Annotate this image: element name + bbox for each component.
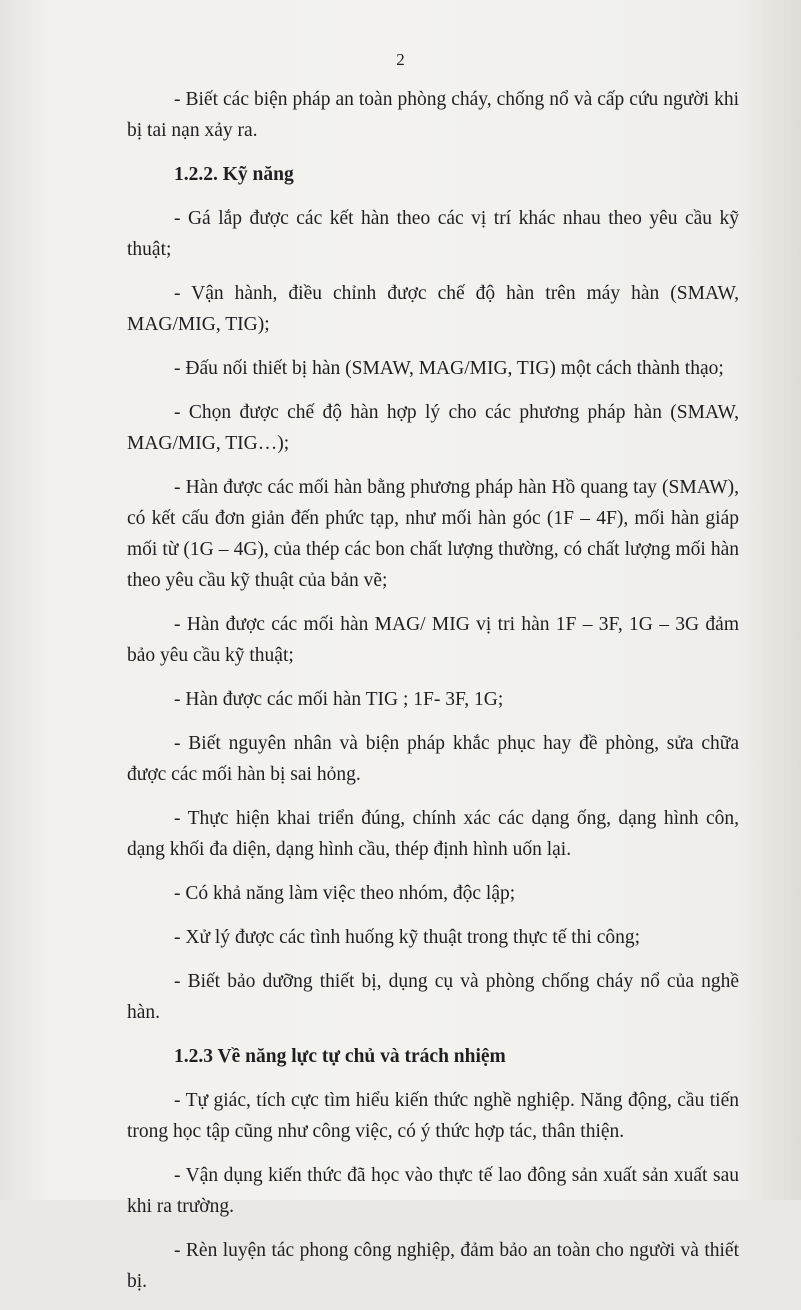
section-heading-autonomy: 1.2.3 Về năng lực tự chủ và trách nhiệm (174, 1046, 506, 1067)
section-heading-skills: 1.2.2. Kỹ năng (174, 164, 294, 185)
page-number: 2 (396, 50, 405, 69)
paragraph-operate-welder: - Vận hành, điều chỉnh được chế độ hàn trên máy hàn (SMAW, MAG/MIG, TIG); (127, 283, 739, 335)
paragraph-defect-repair: - Biết nguyên nhân và biện pháp khắc phục hay đề phòng, sửa chữa được các mối hàn bị sai hỏng. (127, 733, 739, 785)
paragraph-mag-mig-welding: - Hàn được các mối hàn MAG/ MIG vị tri hàn 1F – 3F, 1G – 3G đảm bảo yêu cầu kỹ thuật; (127, 614, 739, 666)
paragraph-industrial-discipline: - Rèn luyện tác phong công nghiệp, đảm bảo an toàn cho người và thiết bị. (127, 1240, 739, 1292)
paragraph-problem-solving: - Xử lý được các tình huống kỹ thuật trong thực tế thi công; (174, 927, 641, 948)
document-body (127, 84, 739, 1310)
paragraph-connect-equipment: - Đấu nối thiết bị hàn (SMAW, MAG/MIG, TIG) một cách thành thạo; (174, 358, 724, 379)
paragraph-smaw-welding: - Hàn được các mối hàn bằng phương pháp hàn Hồ quang tay (SMAW), có kết cấu đơn giản đến phức tạp, như mối hàn góc (1F – 4F), mối hàn giáp mối từ (1G – 4G), của thép các bon chất lượng thường, có chất lượng mối hàn theo yêu cầu kỹ thuật của bản vẽ; (127, 477, 739, 591)
paragraph-fixture-assembly: - Gá lắp được các kết hàn theo các vị trí khác nhau theo yêu cầu kỹ thuật; (127, 208, 739, 260)
paragraph-self-motivation: - Tự giác, tích cực tìm hiểu kiến thức nghề nghiệp. Năng động, cầu tiến trong học tập cũng như công việc, có ý thức hợp tác, thân thiện. (127, 1090, 739, 1142)
paragraph-tig-welding: - Hàn được các mối hàn TIG ; 1F- 3F, 1G; (174, 689, 504, 710)
paragraph-teamwork: - Có khả năng làm việc theo nhóm, độc lập; (174, 883, 516, 904)
paragraph-apply-knowledge: - Vận dụng kiến thức đã học vào thực tế lao đông sản xuất sản xuất sau khi ra trường. (127, 1165, 739, 1217)
paragraph-fire-safety: - Biết các biện pháp an toàn phòng cháy, chống nổ và cấp cứu người khi bị tai nạn xảy ra. (127, 89, 739, 141)
paragraph-choose-mode: - Chọn được chế độ hàn hợp lý cho các phương pháp hàn (SMAW, MAG/MIG, TIG…); (127, 402, 739, 454)
paragraph-maintenance: - Biết bảo dưỡng thiết bị, dụng cụ và phòng chống cháy nổ của nghề hàn. (127, 971, 739, 1023)
paragraph-layout-development: - Thực hiện khai triển đúng, chính xác các dạng ống, dạng hình côn, dạng khối đa diện, dạng hình cầu, thép định hình uốn lại. (127, 808, 739, 860)
